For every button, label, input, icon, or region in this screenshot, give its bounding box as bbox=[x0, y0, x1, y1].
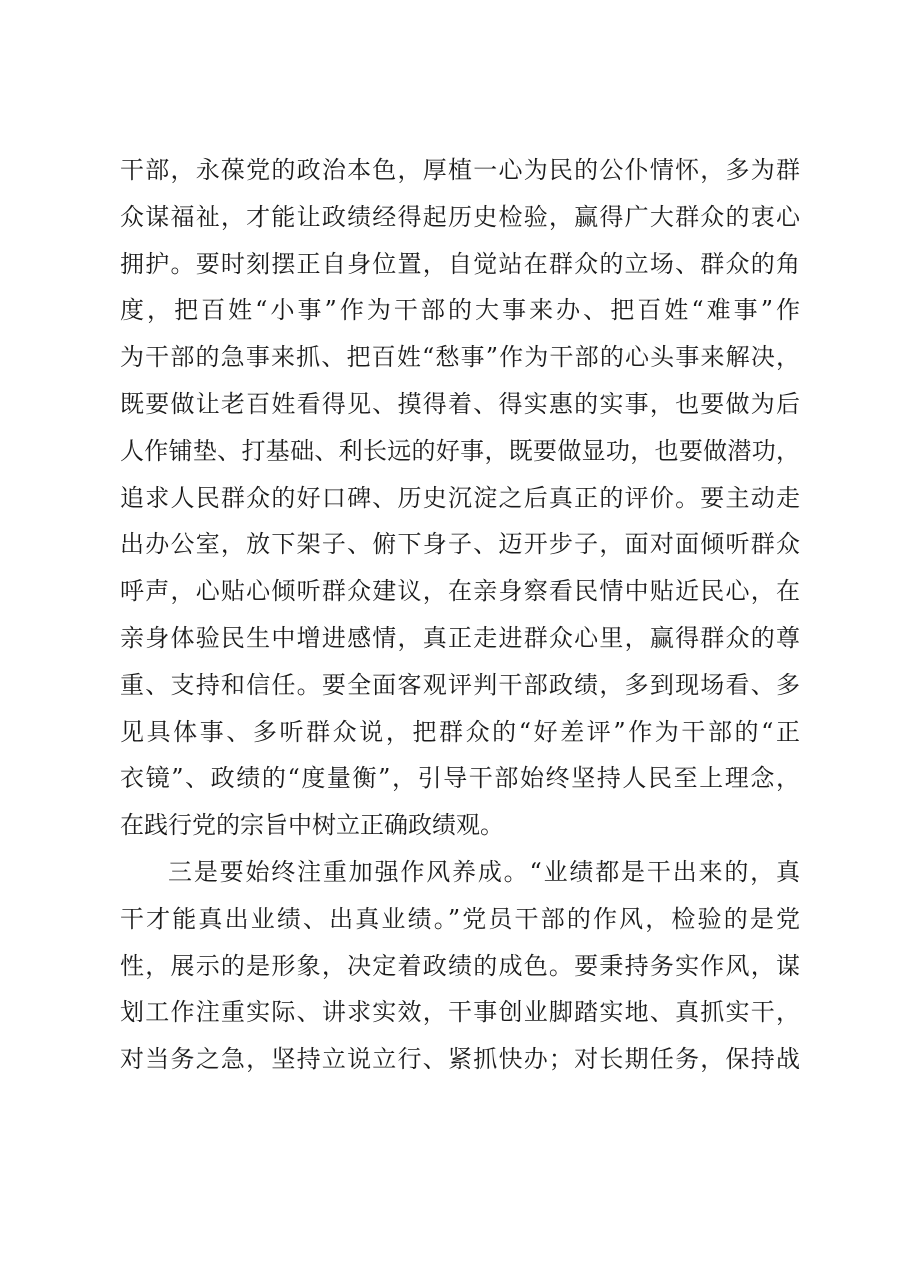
text-line: 为干部的急事来抓、把百姓“愁事”作为干部的心头事来解决， bbox=[120, 343, 800, 372]
text-line: 出办公室，放下架子、俯下身子、迈开步子，面对面倾听群众 bbox=[120, 530, 800, 559]
text-line: 既要做让老百姓看得见、摸得着、得实惠的实事，也要做为后 bbox=[120, 389, 800, 418]
text-line: 拥护。要时刻摆正自身位置，自觉站在群众的立场、群众的角 bbox=[120, 249, 800, 278]
paragraph-end-line: 在践行党的宗旨中树立正确政绩观。 bbox=[120, 811, 504, 840]
text-line: 干部，永葆党的政治本色，厚植一心为民的公仆情怀，多为群 bbox=[120, 156, 800, 184]
paragraph-start-line: 三是要始终注重加强作风养成。“业绩都是干出来的，真 bbox=[168, 857, 800, 886]
text-line: 重、支持和信任。要全面客观评判干部政绩，多到现场看、多 bbox=[120, 670, 800, 699]
text-line: 亲身体验民生中增进感情，真正走进群众心里，赢得群众的尊 bbox=[120, 623, 800, 652]
text-line: 众谋福祉，才能让政绩经得起历史检验，赢得广大群众的衷心 bbox=[120, 202, 800, 231]
text-line: 呼声，心贴心倾听群众建议，在亲身察看民情中贴近民心，在 bbox=[120, 577, 800, 606]
text-line: 追求人民群众的好口碑、历史沉淀之后真正的评价。要主动走 bbox=[120, 483, 800, 512]
body-text bbox=[120, 150, 800, 1086]
text-line: 见具体事、多听群众说，把群众的“好差评”作为干部的“正 bbox=[120, 717, 800, 746]
text-line: 划工作注重实际、讲求实效，干事创业脚踏实地、真抓实干， bbox=[120, 998, 800, 1027]
text-line: 人作铺垫、打基础、利长远的好事，既要做显功，也要做潜功， bbox=[120, 436, 800, 465]
text-line: 性，展示的是形象，决定着政绩的成色。要秉持务实作风，谋 bbox=[120, 951, 800, 980]
text-line: 对当务之急，坚持立说立行、紧抓快办；对长期任务，保持战 bbox=[120, 1045, 800, 1074]
text-line: 衣镜”、政绩的“度量衡”，引导干部始终坚持人民至上理念， bbox=[120, 764, 800, 793]
text-line: 度，把百姓“小事”作为干部的大事来办、把百姓“难事”作 bbox=[120, 296, 800, 325]
text-line: 干才能真出业绩、出真业绩。”党员干部的作风，检验的是党 bbox=[120, 904, 800, 933]
